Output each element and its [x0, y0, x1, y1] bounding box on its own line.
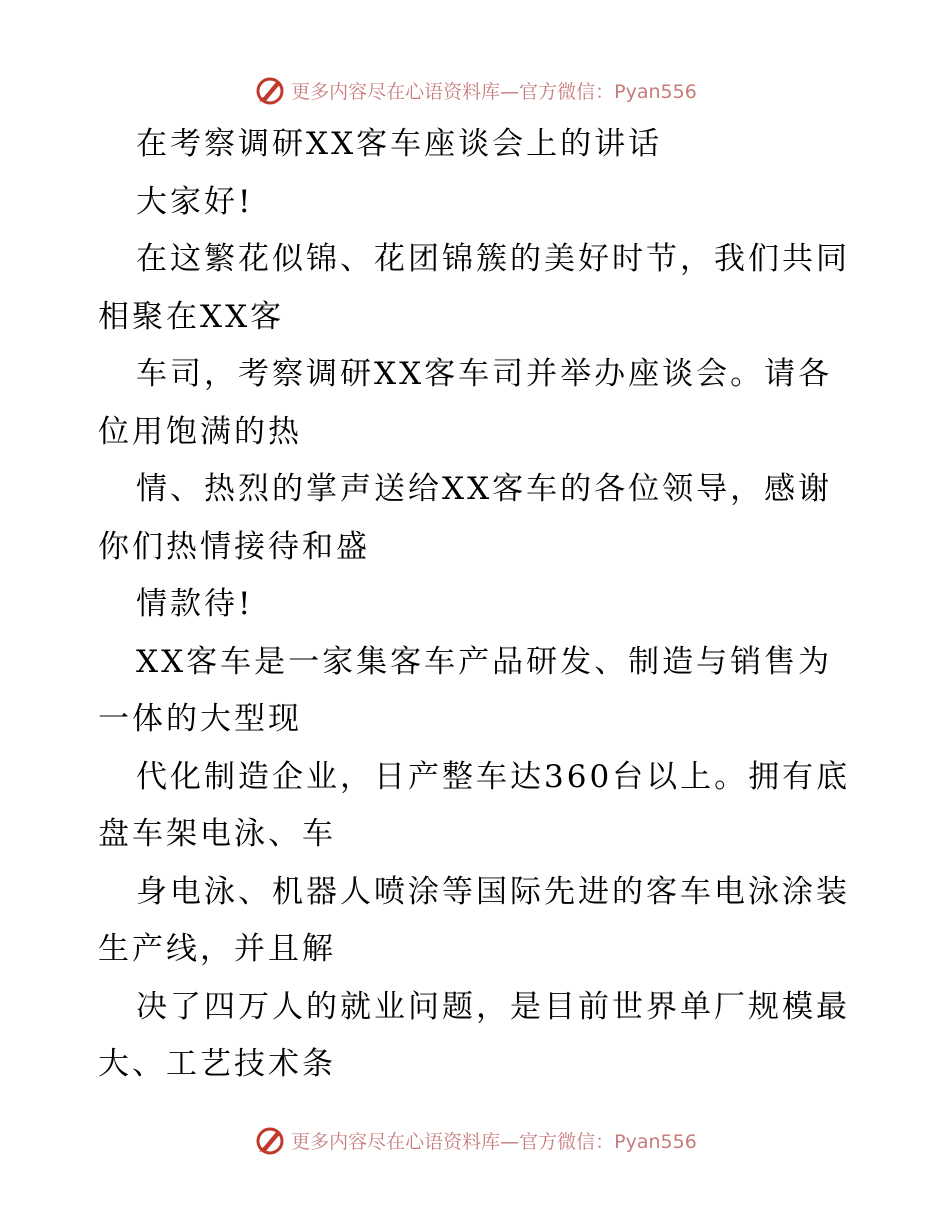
- text-line: 情款待!: [136, 586, 254, 622]
- footer-banner: [0, 1120, 950, 1160]
- text-line: 在考察调研XX客车座谈会上的讲话: [136, 126, 663, 162]
- text-line: 车司，考察调研XX客车司并举办座谈会。请各: [136, 356, 833, 392]
- wechat-id: Pyan556: [614, 80, 697, 103]
- banner-label: 更多内容尽在心语资料库—官方微信：: [291, 1130, 615, 1153]
- text-line: 相聚在XX客: [98, 298, 285, 335]
- text-line: 在这繁花似锦、花团锦簇的美好时节，我们共同: [136, 241, 850, 277]
- document-body: [98, 116, 858, 1094]
- text-line: 大家好!: [136, 183, 254, 220]
- text-line: 你们热情接待和盛: [98, 528, 370, 565]
- text-line: 生产线，并且解: [98, 931, 336, 967]
- text-line: 位用饱满的热: [98, 413, 302, 450]
- banner-text: [291, 1127, 697, 1154]
- text-line: XX客车是一家集客车产品研发、制造与销售为: [136, 643, 833, 680]
- banner-label: 更多内容尽在心语资料库—官方微信：: [291, 80, 615, 103]
- text-line: 一体的大型现: [98, 701, 302, 737]
- header-banner: [0, 70, 950, 110]
- wechat-id: Pyan556: [614, 1130, 697, 1153]
- text-line: 代化制造企业，日产整车达360台以上。拥有底: [136, 758, 851, 795]
- banner-text: [291, 77, 697, 104]
- text-line: 决了四万人的就业问题，是目前世界单厂规模最: [136, 988, 850, 1025]
- text-line: 身电泳、机器人喷涂等国际先进的客车电泳涂装: [136, 873, 850, 910]
- brush-pen-logo-icon: [253, 1123, 287, 1157]
- brush-pen-logo-icon: [253, 73, 287, 107]
- text-line: 盘车架电泳、车: [98, 816, 336, 852]
- text-line: 情、热烈的掌声送给XX客车的各位领导，感谢: [136, 471, 833, 507]
- text-line: 大、工艺技术条: [98, 1046, 336, 1082]
